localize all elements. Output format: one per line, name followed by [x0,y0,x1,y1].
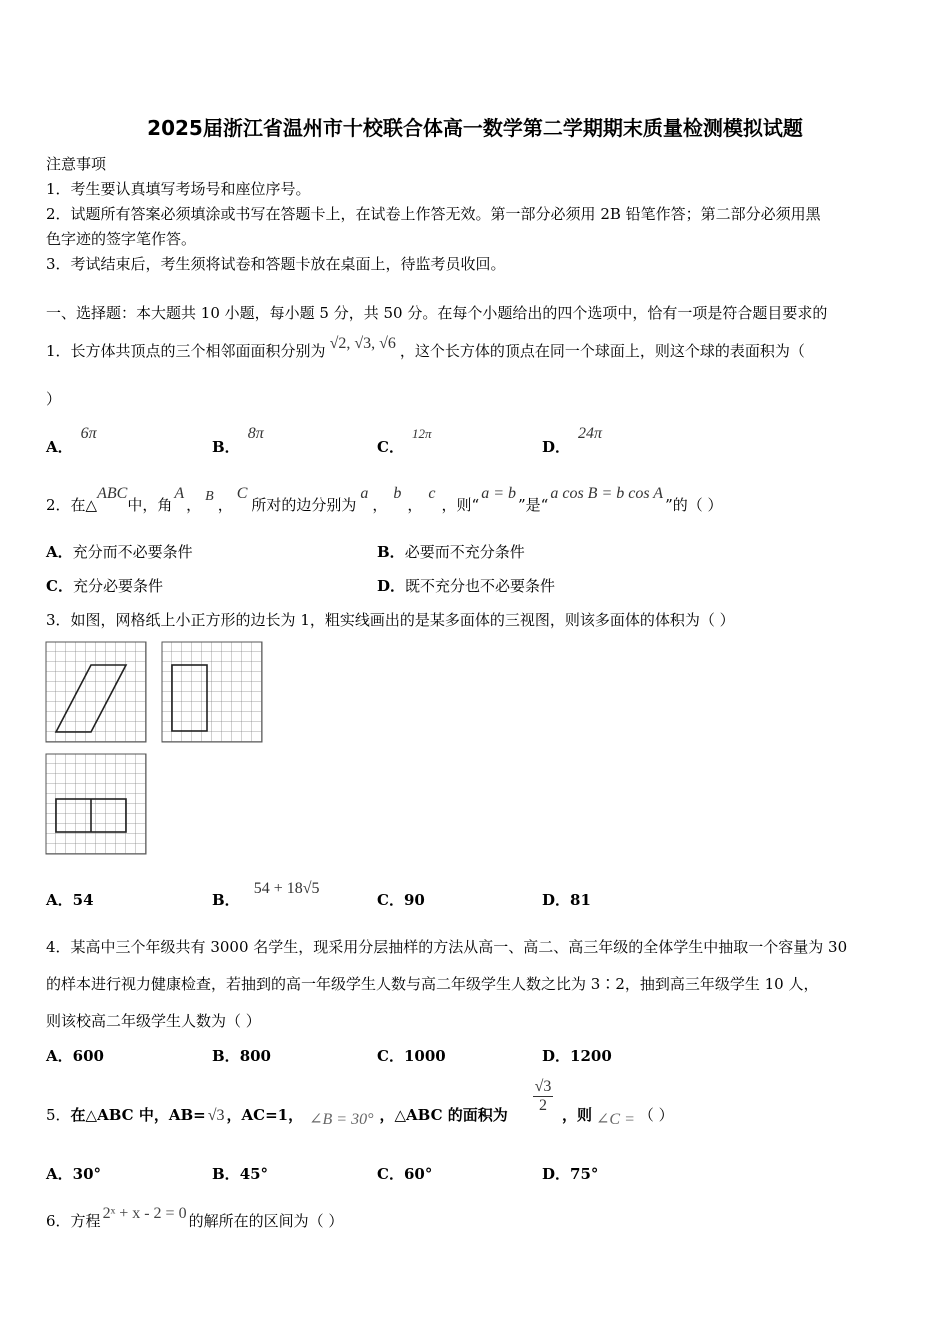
question-number: 6． [46,1212,71,1230]
option-letter: B． [212,1047,240,1065]
math-expression: B [205,489,214,504]
question-number: 5． [46,1106,71,1124]
option-a[interactable] [46,889,94,910]
option-letter: A． [46,1165,73,1183]
option-c[interactable] [377,889,425,910]
option-b[interactable] [212,880,320,910]
option-value: 8π [247,425,264,442]
question-text: 所对的边分别为 [251,496,357,514]
option-value: 必要而不充分条件 [404,543,525,561]
notice-item: 3．考试结束后，考生须将试卷和答题卡放在桌面上，待监考员收回。 [46,255,506,273]
option-value: 1000 [403,1047,446,1065]
notice-item: 色字迹的签字笔作答。 [46,230,197,248]
option-value: 54 [72,891,94,909]
top-view-figure [45,753,149,857]
math-expression: ABC [97,485,128,502]
math-expression: √2, √3, √6 [329,335,396,352]
question-text [562,1104,674,1128]
question-text: ，则 [562,1106,593,1124]
option-value: 6π [80,425,97,442]
option-a[interactable] [46,541,193,562]
option-a[interactable] [46,425,97,457]
notice-item: 2．试题所有答案必须填涂或书写在答题卡上，在试卷上作答无效。第一部分必须用 2B 铅笔作答；第二部分必须用黑 [46,205,821,223]
question-text: ，这个长方体的顶点在同一个球面上，则这个球的表面积为（ [399,342,805,360]
question-text: （ ） [638,1106,674,1124]
option-d[interactable] [542,1163,598,1184]
option-value: 12π [411,426,432,441]
option-c[interactable] [46,575,163,596]
option-a[interactable] [46,1163,101,1184]
math-expression: ∠C = [596,1111,635,1128]
option-c[interactable] [377,1045,446,1066]
question-text: ） [46,390,62,408]
option-letter: A． [46,543,73,561]
question-3 [46,609,735,630]
fraction-numerator: √3 [534,1078,552,1095]
question-6 [46,1205,344,1231]
exam-title: 2025届浙江省温州市十校联合体高一数学第二学期期末质量检测模拟试题 [147,116,803,140]
question-text: 如图，网格纸上小正方形的边长为 1，粗实线画出的是某多面体的三视图，则该多面体的体积为（ ） [70,611,735,629]
option-letter: D． [542,1165,571,1183]
option-value: 既不充分也不必要条件 [405,577,556,595]
question-5 [46,1104,508,1128]
option-a[interactable] [46,1045,104,1066]
punctuation: ， [217,496,233,514]
option-c[interactable] [377,426,432,457]
question-text: ”是“ [518,496,549,514]
side-view-figure [161,641,265,745]
option-value: 30° [72,1165,102,1183]
option-d[interactable] [377,575,555,596]
option-letter: D． [542,1047,571,1065]
math-expression: 2ˣ + x - 2 = 0 [102,1205,187,1222]
option-letter: C． [46,577,73,595]
option-value: 24π [578,425,603,442]
option-letter: A． [46,891,73,909]
option-b[interactable] [212,425,264,457]
option-value: 75° [570,1165,599,1183]
question-text: 长方体共顶点的三个相邻面面积分别为 [70,342,326,360]
question-2 [46,485,723,515]
question-text: 的解所在的区间为（ ） [188,1212,344,1230]
question-4 [46,936,847,957]
question-text: ，△ABC 的面积为 [379,1106,508,1124]
question-text: 方程 [70,1212,101,1230]
math-expression: a [360,485,369,502]
question-text: 中，角 [127,496,173,514]
option-letter: B． [212,1165,240,1183]
option-value: 45° [239,1165,269,1183]
option-value: 54 + 18√5 [253,880,320,897]
option-letter: A． [46,438,73,456]
fraction [528,1078,558,1114]
question-number: 1． [46,342,71,360]
option-letter: B． [377,543,405,561]
fraction-denominator: 2 [539,1096,547,1114]
option-value: 充分必要条件 [72,577,163,595]
math-expression: c [428,485,436,502]
option-d[interactable] [542,1045,612,1066]
notice-heading: 注意事项 [46,155,107,173]
question-text: 的样本进行视力健康检查，若抽到的高一年级学生人数与高二年级学生人数之比为 3∶2，抽到高三年级学生 10 人， [46,975,819,993]
math-expression: ∠B = 30° [309,1111,374,1128]
option-letter: B． [212,891,240,909]
question-number: 4． [46,938,71,956]
math-expression: a cos B = b cos A [550,485,664,502]
option-d[interactable] [542,889,591,910]
question-text: ，AC=1， [226,1106,304,1124]
math-expression: a = b [481,485,516,502]
math-expression: C [236,485,248,502]
section-heading: 一、选择题：本大题共 10 小题，每小题 5 分，共 50 分。在每个小题给出的四个选项中，恰有一项是符合题目要求的 [46,304,828,322]
option-value: 90 [403,891,425,909]
option-b[interactable] [212,1045,271,1066]
option-letter: D． [542,891,571,909]
option-letter: C． [377,438,404,456]
math-expression: √3 [207,1107,225,1124]
punctuation: ， [407,496,423,514]
question-text: 某高中三个年级共有 3000 名学生，现采用分层抽样的方法从高一、高二、高三年级的全体学生中抽取一个容量为 30 [70,938,848,956]
option-value: 1200 [570,1047,612,1065]
notice-item: 1．考生要认真填写考场号和座位序号。 [46,180,311,198]
math-expression: A [174,485,185,502]
option-letter: B． [212,438,240,456]
option-value: 充分而不必要条件 [72,543,193,561]
question-text: ，则“ [441,496,480,514]
option-d[interactable] [542,425,603,457]
option-letter: C． [377,891,404,909]
option-b[interactable] [212,1163,268,1184]
option-b[interactable] [377,541,525,562]
question-text: 则该校高二年级学生人数为（ ） [46,1012,261,1030]
question-text: ”的（ ） [665,496,723,514]
question-number: 2． [46,496,71,514]
question-text: 在△ [70,496,98,514]
question-number: 3． [46,611,71,629]
option-value: 60° [403,1165,433,1183]
front-view-figure [45,641,149,745]
question-1 [46,335,805,361]
math-expression: b [393,485,402,502]
option-letter: C． [377,1047,404,1065]
option-value: 800 [239,1047,271,1065]
punctuation: ， [186,496,202,514]
option-c[interactable] [377,1163,432,1184]
option-letter: D． [542,438,571,456]
option-value: 600 [72,1047,104,1065]
question-text: 在△ABC 中，AB= [70,1106,206,1124]
punctuation: ， [372,496,388,514]
option-letter: A． [46,1047,73,1065]
option-letter: C． [377,1165,404,1183]
option-letter: D． [377,577,406,595]
option-value: 81 [570,891,591,909]
